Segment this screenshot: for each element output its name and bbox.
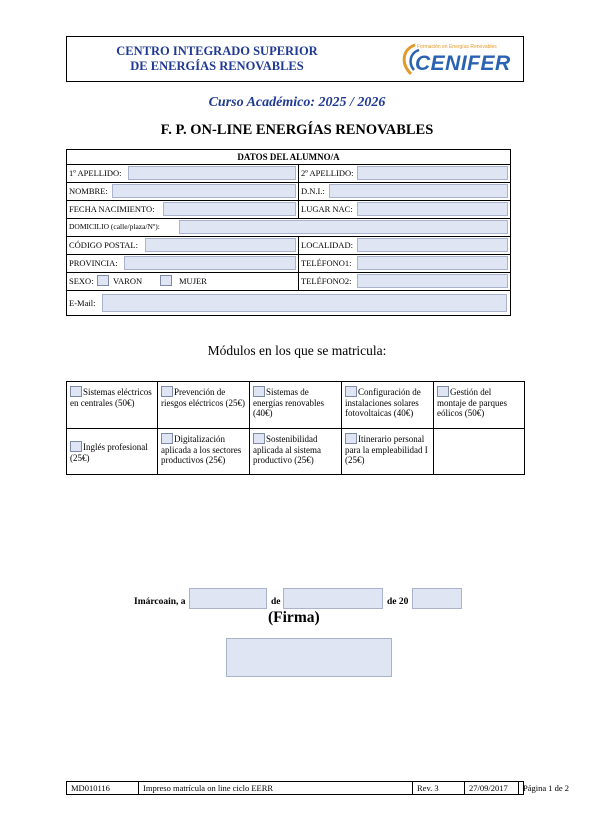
- document-footer: [66, 781, 570, 795]
- module-label: Gestión del montaje de parques eólicos (50€): [437, 387, 507, 418]
- logo-wordmark: CENIFER: [415, 52, 511, 75]
- footer-description: Impreso matrícula on line ciclo EERR: [139, 782, 413, 794]
- footer-page: Página 1 de 2: [523, 783, 570, 793]
- telefono2-field[interactable]: [357, 274, 508, 288]
- apellido2-field[interactable]: [357, 166, 508, 180]
- module-cell: [342, 429, 434, 474]
- module-cell: [250, 382, 342, 429]
- module-checkbox[interactable]: [345, 433, 357, 444]
- sexo-label: SEXO:: [69, 276, 94, 286]
- module-cell-empty: [434, 429, 524, 474]
- module-label: Itinerario personal para la empleabilidad I (25€): [345, 434, 428, 465]
- varon-label: VARON: [113, 276, 143, 286]
- module-cell: [342, 382, 434, 429]
- module-label: Sostenibilidad aplicada al sistema productivo (25€): [253, 434, 321, 465]
- localidad-field[interactable]: [357, 238, 508, 252]
- modules-table: [66, 381, 525, 475]
- module-cell: [250, 429, 342, 474]
- footer-code: MD010116: [67, 782, 139, 794]
- lugar-nac-label: LUGAR NAC:: [301, 204, 353, 214]
- nombre-label: NOMBRE:: [69, 186, 108, 196]
- signature-field[interactable]: [226, 638, 392, 677]
- row-domicilio: [67, 219, 510, 237]
- mujer-label: MUJER: [179, 276, 207, 286]
- dni-field[interactable]: [329, 184, 508, 198]
- module-cell: [158, 429, 250, 474]
- telefono2-label: TELÉFONO2:: [301, 276, 352, 286]
- telefono1-field[interactable]: [357, 256, 508, 270]
- provincia-field[interactable]: [124, 256, 296, 270]
- logo-tagline: Formación en Energías Renovables: [417, 44, 497, 50]
- document-header: [66, 36, 524, 82]
- module-label: Sistemas de energías renovables (40€): [253, 387, 325, 418]
- student-section-title: DATOS DEL ALUMNO/A: [67, 150, 510, 165]
- domicilio-label: DOMICILIO (calle/plaza/Nº):: [69, 222, 160, 231]
- apellido1-label: 1º APELLIDO:: [69, 168, 122, 178]
- module-checkbox[interactable]: [437, 386, 449, 397]
- row-email: [67, 291, 510, 315]
- day-field[interactable]: [189, 588, 267, 609]
- localidad-label: LOCALIDAD:: [301, 240, 353, 250]
- module-cell: [434, 382, 524, 429]
- module-cell: [67, 382, 158, 429]
- firma-label: (Firma): [268, 609, 320, 626]
- module-label: Configuración de instalaciones solares fotovoltaicas (40€): [345, 387, 421, 418]
- institute-line-2: DE ENERGÍAS RENOVABLES: [130, 59, 304, 73]
- telefono1-label: TELÉFONO1:: [301, 258, 352, 268]
- module-checkbox[interactable]: [161, 433, 173, 444]
- email-field[interactable]: [102, 294, 507, 312]
- module-checkbox[interactable]: [70, 386, 82, 397]
- fecha-nac-label: FECHA NACIMIENTO:: [69, 204, 155, 214]
- year-prefix-label: de 20: [387, 597, 409, 607]
- student-data-table: [66, 149, 511, 316]
- module-checkbox[interactable]: [70, 441, 82, 452]
- modules-title: Módulos en los que se matricula:: [207, 343, 387, 358]
- module-checkbox[interactable]: [253, 386, 265, 397]
- program-title: F. P. ON-LINE ENERGÍAS RENOVABLES: [160, 122, 434, 138]
- year-field[interactable]: [412, 588, 462, 609]
- module-label: Digitalización aplicada a los sectores productivos (25€): [161, 434, 242, 465]
- month-field[interactable]: [283, 588, 383, 609]
- row-apellidos: [67, 165, 510, 183]
- nombre-field[interactable]: [112, 184, 296, 198]
- module-label: Prevención de riesgos eléctricos (25€): [161, 387, 245, 408]
- module-label: Sistemas eléctricos en centrales (50€): [70, 387, 152, 408]
- apellido1-field[interactable]: [128, 166, 296, 180]
- email-label: E-Mail:: [69, 298, 96, 308]
- row-cp: [67, 237, 510, 255]
- cenifer-logo: [397, 41, 509, 77]
- fecha-nac-field[interactable]: [163, 202, 296, 216]
- course-year: Curso Académico: 2025 / 2026: [208, 95, 386, 110]
- lugar-nac-field[interactable]: [357, 202, 508, 216]
- institute-line-1: CENTRO INTEGRADO SUPERIOR: [116, 44, 318, 58]
- apellido2-label: 2º APELLIDO:: [301, 168, 354, 178]
- cp-label: CÓDIGO POSTAL:: [69, 240, 138, 250]
- place-label: Imárcoain, a: [134, 597, 186, 607]
- module-cell: [67, 429, 158, 474]
- module-checkbox[interactable]: [345, 386, 357, 397]
- provincia-label: PROVINCIA:: [69, 258, 118, 268]
- footer-revision: Rev. 3: [413, 782, 465, 794]
- institute-name: [67, 44, 367, 74]
- domicilio-field[interactable]: [179, 220, 508, 234]
- row-provincia: [67, 255, 510, 273]
- module-label: Inglés profesional (25€): [70, 442, 148, 463]
- row-sexo: [67, 273, 510, 291]
- module-cell: [158, 382, 250, 429]
- dni-label: D.N.I.:: [301, 186, 325, 196]
- row-nacimiento: [67, 201, 510, 219]
- module-checkbox[interactable]: [253, 433, 265, 444]
- cp-field[interactable]: [145, 238, 296, 252]
- de-label: de: [271, 597, 281, 607]
- footer-date: 27/09/2017: [465, 782, 519, 794]
- module-checkbox[interactable]: [161, 386, 173, 397]
- varon-checkbox[interactable]: [97, 275, 109, 286]
- mujer-checkbox[interactable]: [160, 275, 172, 286]
- row-nombre: [67, 183, 510, 201]
